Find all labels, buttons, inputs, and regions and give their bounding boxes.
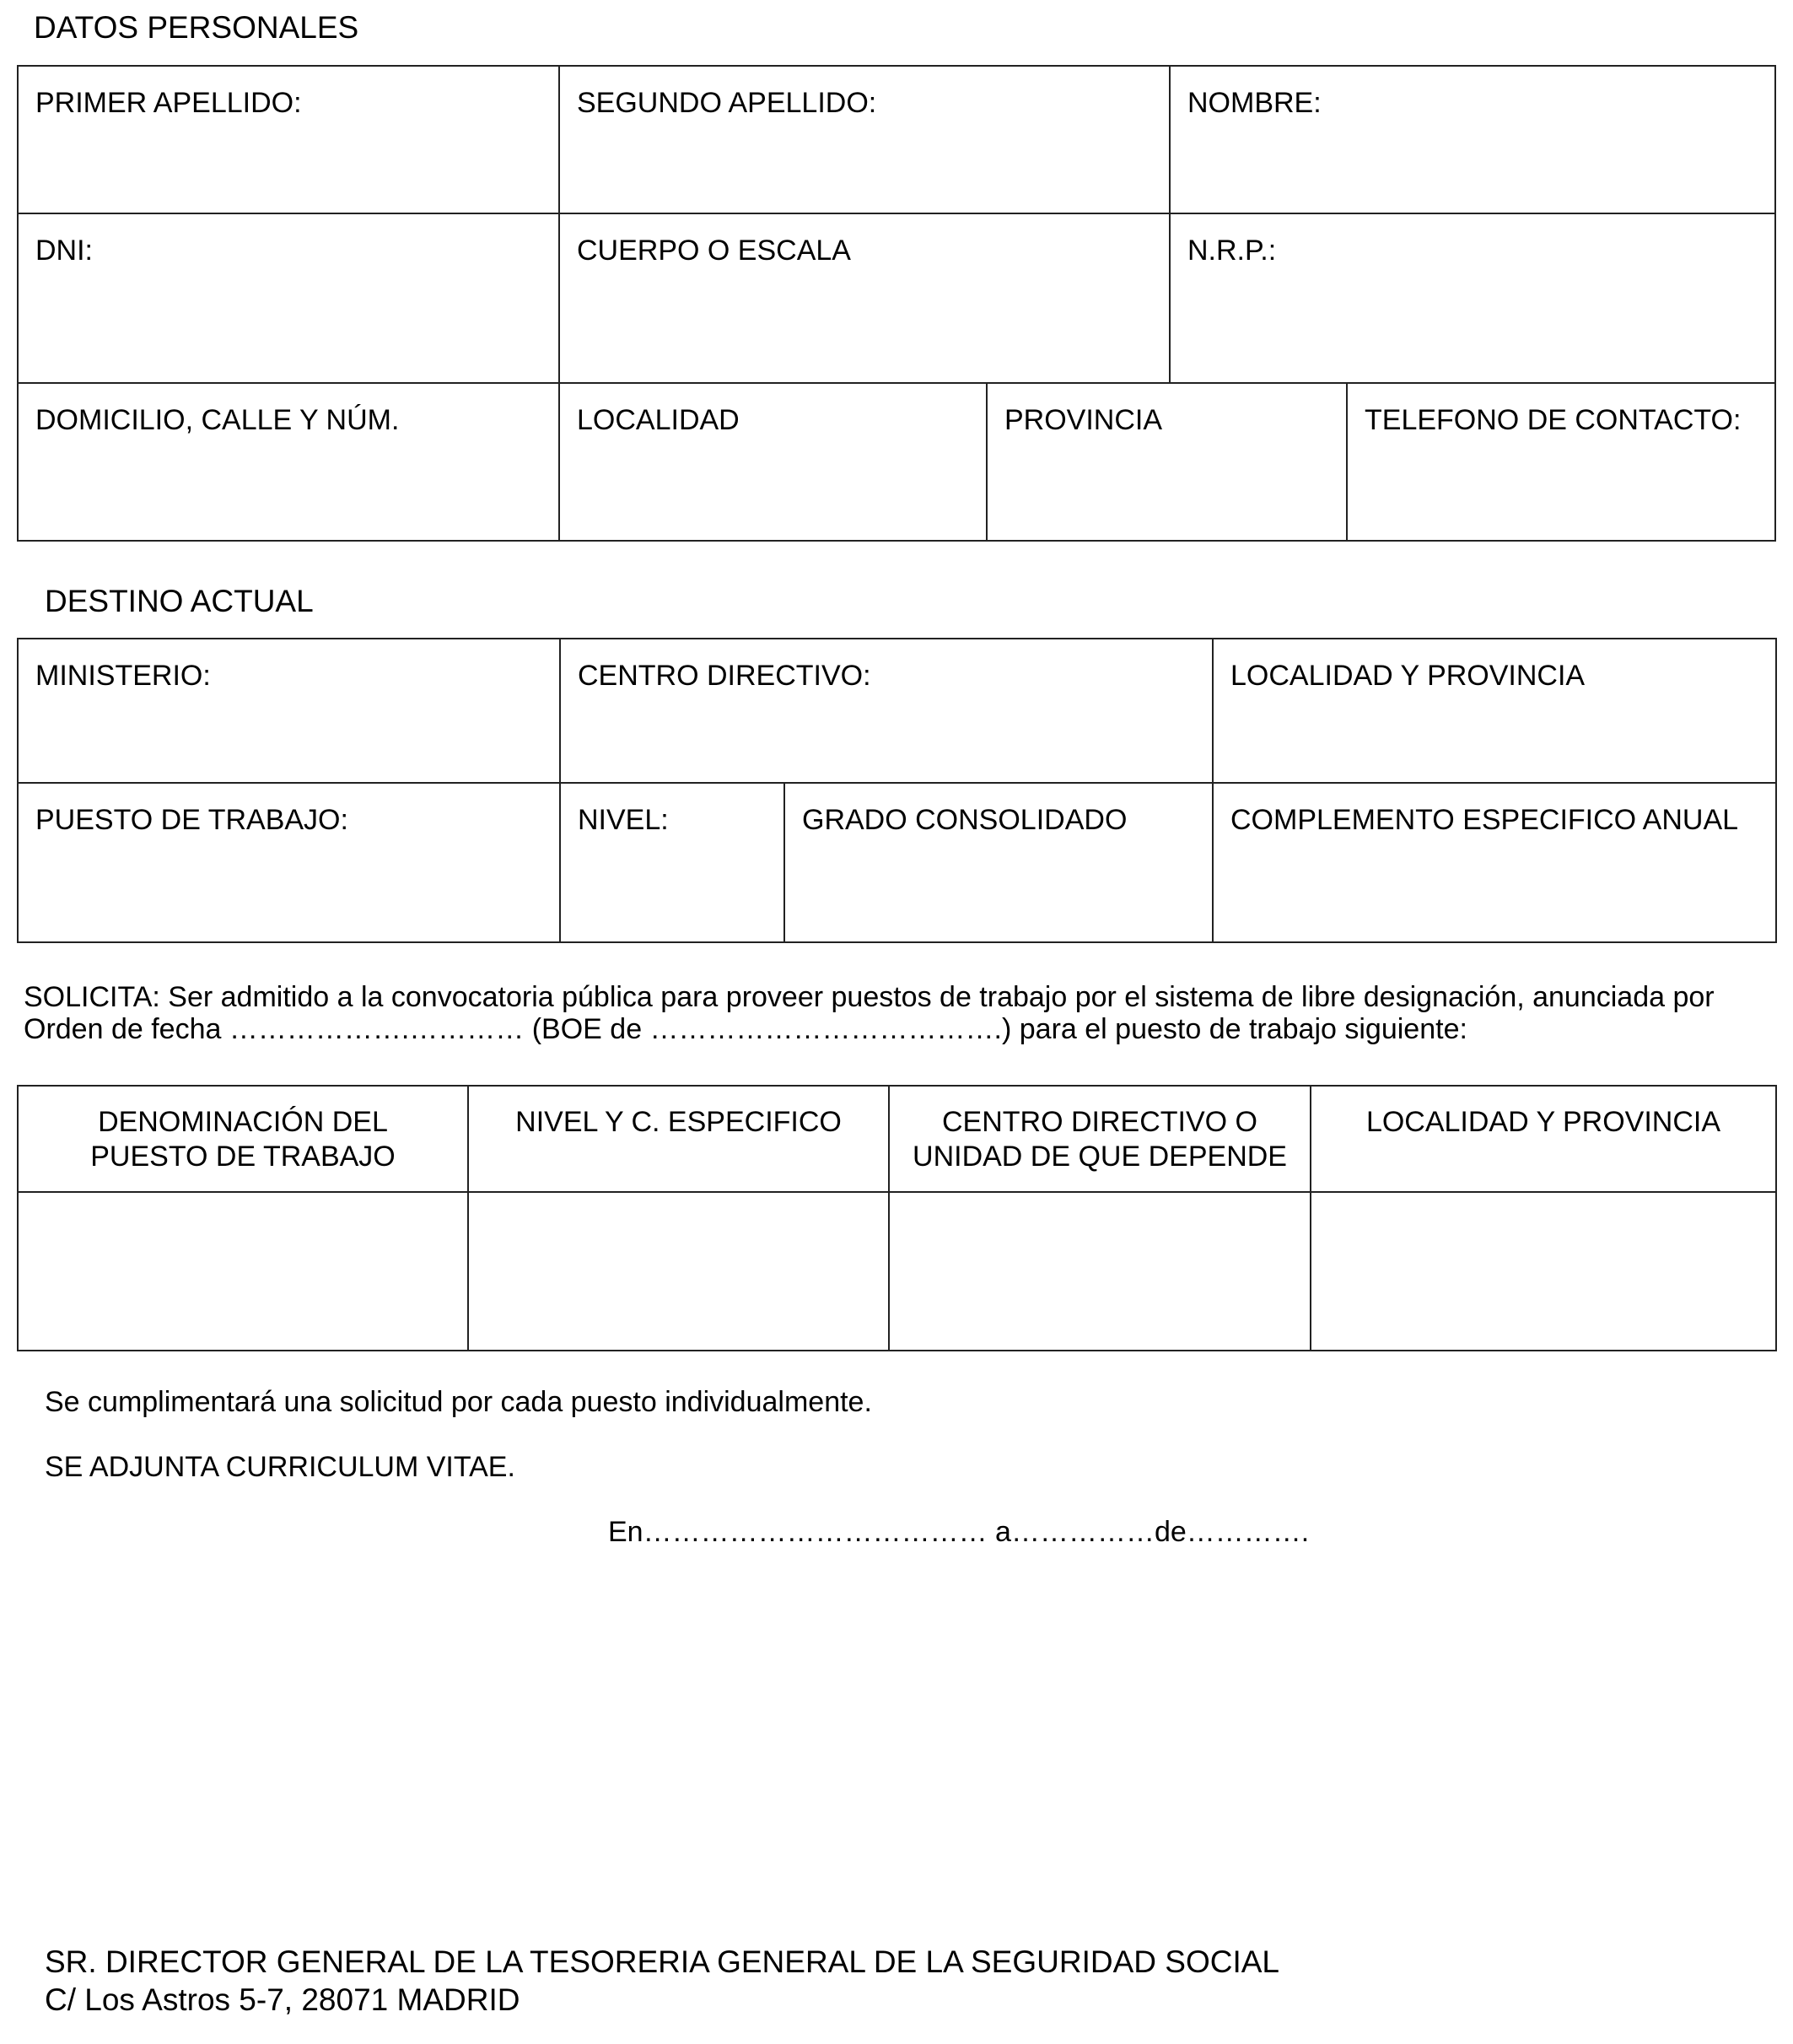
field-grado-consolidado[interactable]: GRADO CONSOLIDADO — [802, 804, 1128, 836]
field-telefono[interactable]: TELEFONO DE CONTACTO: — [1365, 404, 1742, 436]
header-localidad-provincia-label: LOCALIDAD Y PROVINCIA — [1365, 1106, 1721, 1138]
destino-table — [17, 638, 1777, 943]
field-provincia[interactable]: PROVINCIA — [1004, 404, 1163, 436]
input-denominacion[interactable] — [19, 1193, 467, 1350]
personal-data-table — [17, 65, 1776, 542]
solicita-line-2: Orden de fecha ……………….………… (BOE de ……………………………….) para el puesto de trabajo siguiente: — [24, 1013, 1467, 1045]
field-nrp[interactable]: N.R.P.: — [1187, 235, 1277, 267]
input-nivel-especifico[interactable] — [469, 1193, 888, 1350]
header-denominacion-line-2: PUESTO DE TRABAJO — [90, 1141, 396, 1173]
field-nivel[interactable]: NIVEL: — [578, 804, 669, 836]
note-curriculum: SE ADJUNTA CURRICULUM VITAE. — [45, 1451, 515, 1483]
destino-heading: DESTINO ACTUAL — [45, 584, 314, 618]
input-centro-directivo[interactable] — [890, 1193, 1310, 1350]
personal-heading: DATOS PERSONALES — [34, 10, 359, 45]
field-dni[interactable]: DNI: — [35, 235, 93, 267]
field-segundo-apellido[interactable]: SEGUNDO APELLIDO: — [577, 87, 877, 119]
header-nivel-especifico-label: NIVEL Y C. ESPECIFICO — [515, 1106, 842, 1138]
field-ministerio[interactable]: MINISTERIO: — [35, 660, 211, 692]
field-nombre[interactable]: NOMBRE: — [1187, 87, 1322, 119]
header-localidad-provincia — [1311, 1087, 1775, 1191]
header-centro-directivo-line-2: UNIDAD DE QUE DEPENDE — [913, 1141, 1287, 1173]
field-puesto-trabajo[interactable]: PUESTO DE TRABAJO: — [35, 804, 348, 836]
date-place-line: En……………………………… a……………de…………. — [608, 1516, 1310, 1548]
header-centro-directivo — [890, 1087, 1310, 1191]
addressee-address: C/ Los Astros 5-7, 28071 MADRID — [45, 1982, 520, 2017]
header-nivel-especifico — [469, 1087, 888, 1191]
field-localidad-provincia[interactable]: LOCALIDAD Y PROVINCIA — [1230, 660, 1586, 692]
header-centro-directivo-line-1: CENTRO DIRECTIVO O — [941, 1106, 1258, 1138]
field-centro-directivo[interactable]: CENTRO DIRECTIVO: — [578, 660, 871, 692]
field-domicilio[interactable]: DOMICILIO, CALLE Y NÚM. — [35, 404, 400, 436]
field-localidad[interactable]: LOCALIDAD — [577, 404, 740, 436]
solicita-line-1: SOLICITA: Ser admitido a la convocatoria pública para proveer puestos de trabajo por el sistema de libre designación, anunciada por — [24, 981, 1715, 1013]
addressee-line: SR. DIRECTOR GENERAL DE LA TESORERIA GENERAL DE LA SEGURIDAD SOCIAL — [45, 1944, 1279, 1979]
header-denominacion-line-1: DENOMINACIÓN DEL — [98, 1106, 388, 1138]
field-primer-apellido[interactable]: PRIMER APELLIDO: — [35, 87, 302, 119]
input-localidad-provincia[interactable] — [1311, 1193, 1775, 1350]
field-complemento-especifico[interactable]: COMPLEMENTO ESPECIFICO ANUAL — [1230, 804, 1739, 836]
field-cuerpo-escala[interactable]: CUERPO O ESCALA — [577, 235, 851, 267]
header-denominacion — [19, 1087, 467, 1191]
puesto-solicitado-table — [17, 1085, 1777, 1351]
note-individual: Se cumplimentará una solicitud por cada puesto individualmente. — [45, 1386, 872, 1418]
